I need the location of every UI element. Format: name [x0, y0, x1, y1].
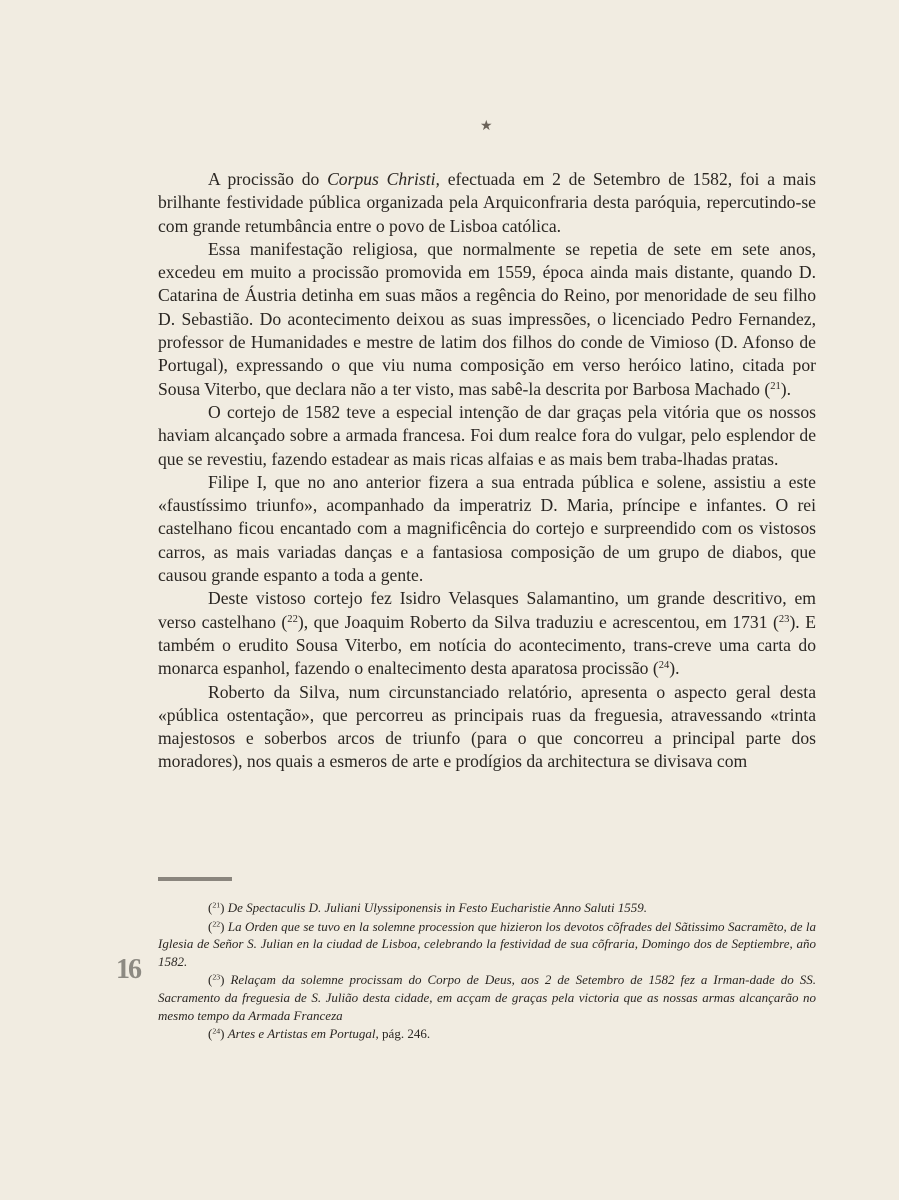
paragraph-5: Deste vistoso cortejo fez Isidro Velasques Salamantino, um grande descritivo, em verso castelhano ($^{22}$), que Joaquim Roberto da Silva traduziu e acrescentou, em 1731 ($^{23}$). E também o erudito Sousa Viterbo, em notícia do acontecimento, trans-creve uma carta do monarca espanhol, fazendo o enaltecimento desta aparatosa procissão ($^{24}$).	[158, 588, 816, 679]
footnotes	[158, 899, 816, 1043]
footnote-ref-24: 24	[658, 660, 670, 672]
paragraph-6: Roberto da Silva, num circunstanciado relatório, apresenta o aspecto geral desta «pública ostentação», que percorreu as principais ruas da freguesia, atravessando «trinta majestosos e soberbos arcos de triunfo (para o que concorreu a principal parte dos moradores), nos quais a esmeros de arte e prodígios da architectura se divisava com	[158, 681, 816, 772]
ornament-star: ★	[480, 119, 493, 134]
page-number: 16	[116, 954, 140, 985]
paragraph-4: Filipe I, que no ano anterior fizera a sua entrada pública e solene, assistiu a este «faustíssimo triunfo», acompanhado da imperatriz D. Maria, príncipe e infantes. O rei castelhano ficou encantado com a magnificência do cortejo e surpreendido com os vistosos carros, as mais variadas danças e a fantasiosa composição de um grupo de diabos, que causou grande espanto a toda a gente.	[158, 471, 816, 586]
paragraph-1: A procissão do Corpus Christi, efectuada em 2 de Setembro de 1582, foi a mais brilhante festividade pública organizada pela Arquiconfraria desta paróquia, repercutindo-se com grande retumbância entre o povo de Lisboa católica.	[158, 169, 816, 236]
paragraph-3: O cortejo de 1582 teve a especial intenção de dar graças pela vitória que os nossos haviam alcançado sobre a armada francesa. Foi dum realce fora do vulgar, pelo esplendor de que se revestiu, fazendo estadear as mais ricas alfaias e as mais bem traba-lhadas pratas.	[158, 401, 816, 469]
footnote-21: ($^{21}$) De Spectaculis D. Juliani Ulyssiponensis in Festo Eucharistie Anno Saluti 1559.	[208, 900, 648, 915]
main-text	[158, 168, 816, 774]
footnote-23: ($^{23}$) Relaçam da solemne procissam do Corpo de Deus, aos 2 de Setembro de 1582 fez a Irman-dade do SS. Sacramento da freguesia de S. Julião desta cidade, em acçam de graças pela victoria que as nossas armas alcançarão no mesmo tempo da Armada Franceza	[158, 972, 816, 1023]
paragraph-2: Essa manifestação religiosa, que normalmente se repetia de sete em sete anos, excedeu em muito a procissão promovida em 1559, época ainda mais distante, quando D. Catarina de Áustria detinha em suas mãos a regência do Reino, por menoridade de seu filho D. Sebastião. Do acontecimento deixou as suas impressões, o licenciado Pedro Fernandez, professor de Humanidades e mestre de latim dos filhos do conde de Vimioso (D. Afonso de Portugal), expressando o que viu numa composição em verso heróico latino, citada por Sousa Viterbo, que declara não a ter visto, mas sabê-la descrita por Barbosa Machado ($^{21}$).	[158, 238, 816, 399]
footnote-22: ($^{22}$) La Orden que se tuvo en la solemne procession que hizieron los devotos cõfrades del Sãtissimo Sacramẽto, de la Iglesia de Señor S. Julian en la ciudad de Lisboa, celebrando la festividad de sua cõfraria, Domingo dos de Septiembre, año 1582.	[158, 918, 816, 969]
footnote-24: ($^{24}$) Artes e Artistas em Portugal, pág. 246.	[208, 1026, 431, 1042]
footnote-divider	[158, 877, 232, 881]
footnote-ref-22: 22	[287, 613, 298, 625]
footnote-ref-23: 23	[778, 613, 790, 625]
footnote-ref-21: 21	[770, 380, 781, 392]
